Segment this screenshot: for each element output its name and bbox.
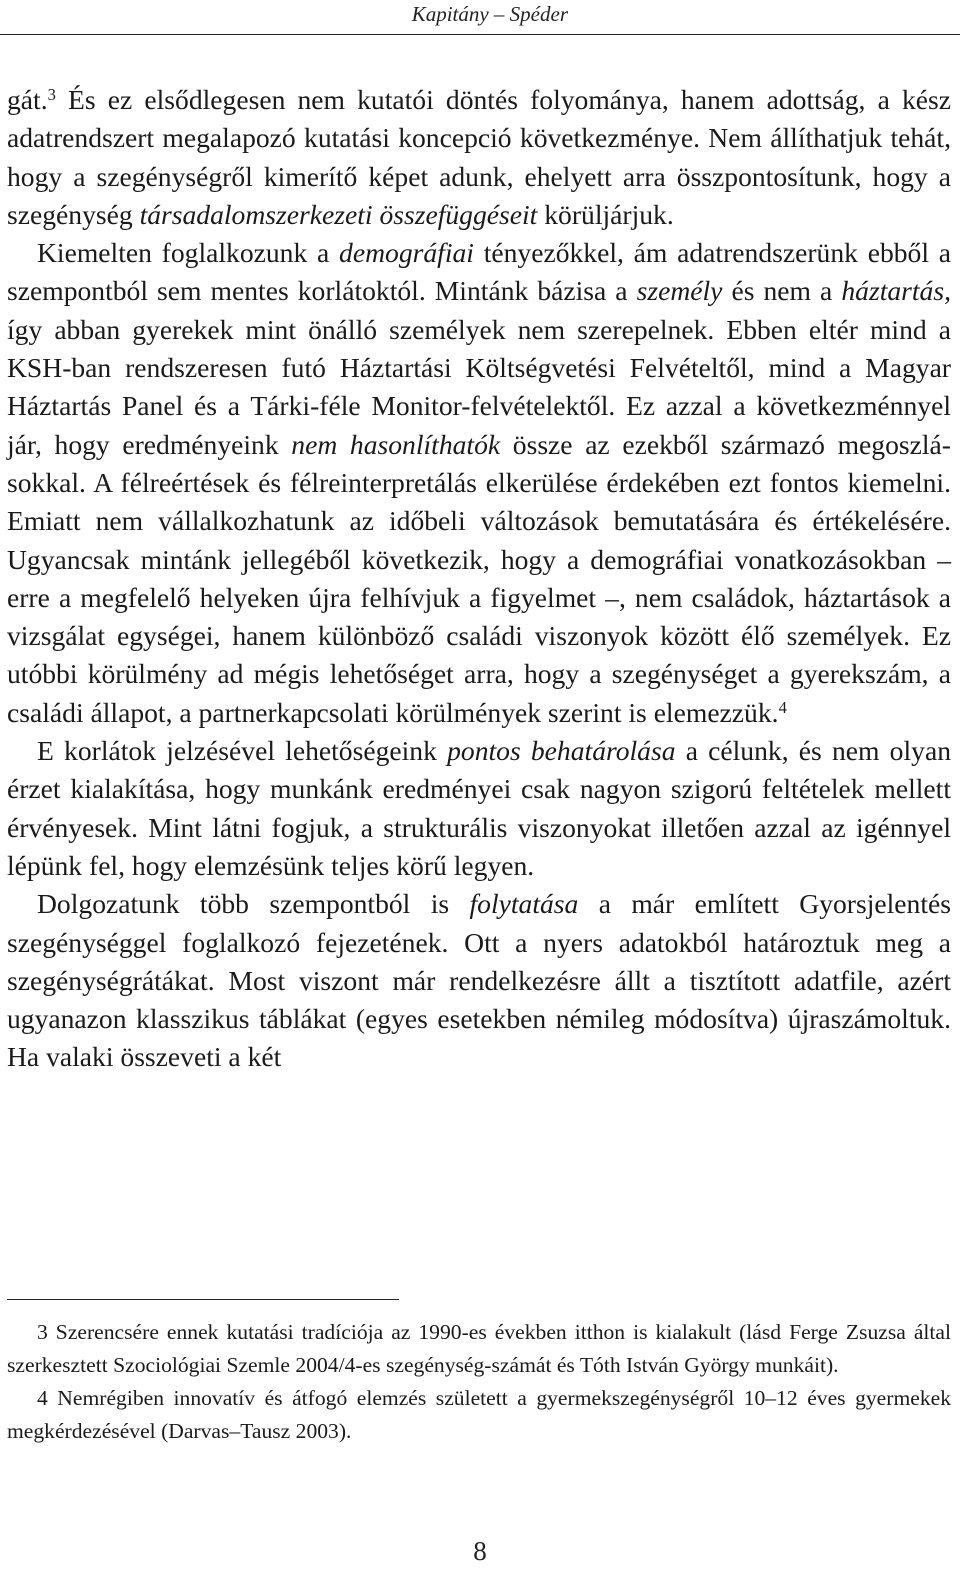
- text-run: És ez elsődlegesen nem kutatói döntés folyománya, hanem adottság, a kész adatrendszert megalapozó kutatási koncepció következménye. Nem állíthatjuk tehát, hogy a szegénységről kimerítő képet adunk, ehelyett arra összpontosítunk, hogy a szegénység: [7, 84, 951, 230]
- text-run: körüljárjuk.: [537, 198, 674, 230]
- text-run: a már említett Gyorsjelentés szegénységgel foglalkozó fejezetének. Ott a nyers adatokból határoztuk meg a szegénységrátákat. Most viszont már rendelkezésre állt a tisztított adatfile, azért ugyanazon klasszikus táblákat (egyes esetekben némileg módosítva) újraszámoltuk. Ha valaki összeveti a két: [7, 888, 951, 1073]
- footnote-text: Szerencsére ennek kutatási tradíciója az 1990-es években itthon is kialakult (lásd Ferge Zsuzsa által szerkesztett Szociológiai Szemle 2004/4-es szegénység-számát és Tóth István György munkáit).: [7, 1320, 951, 1377]
- emphasis: demográfiai: [339, 237, 474, 269]
- emphasis: személy: [636, 275, 723, 307]
- paragraph-4: [7, 885, 951, 1076]
- footnote-divider: [7, 1299, 399, 1300]
- text-run: a célunk, és nem olyan érzet kialakítása, hogy munkánk eredményei csak nagyon szigorú feltételek mellett érvényesek. Mint látni fogjuk, a strukturális viszonyokat illetően azzal az igénnyel lépünk fel, hogy elemzésünk teljes körű legyen.: [7, 735, 951, 881]
- emphasis: folytatása: [469, 888, 579, 920]
- emphasis: pontos behatárolása: [447, 735, 676, 767]
- text-run: tényezőkkel, ám adatrendszerünk ebből a szempontból sem mentes korlátoktól. Mintánk bázisa a: [7, 237, 952, 307]
- paragraph-3: [7, 732, 951, 885]
- emphasis: társadalomszerkezeti összefüggéseit: [139, 198, 538, 230]
- footnote-marker: 3: [37, 1320, 48, 1344]
- text-run: E korlátok jelzésével lehetőségeink: [37, 735, 448, 767]
- text-run: össze az ezekből származó megoszlásokkal. A félreértések és félreinterpretálás elkerülése érdekében ezt fontos kiemelni. Emiatt nem vállalkozhatunk az időbeli változások bemutatására és értékelésére. Ugyancsak mintánk jellegéből következik, hogy a demográfiai vonatkozásokban – erre a megfelelő helyeken újra felhívjuk a figyelmet –, nem családok, háztartások a vizsgálat egységei, hanem különböző családi viszonyok között élő személyek. Ez utóbbi körülmény ad mégis lehetőséget arra, hogy a szegénységet a gyerekszám, a családi állapot, a partnerkapcsolati körülmények szerint is elemezzük.: [7, 428, 951, 728]
- footnotes: [7, 1316, 951, 1448]
- running-header: [0, 0, 960, 35]
- text-run: Dolgozatunk több szempontból is: [37, 888, 470, 920]
- text-run: Kiemelten foglalkozunk a: [37, 237, 340, 269]
- running-title: Kapitány – Spéder: [411, 2, 568, 26]
- footnote-ref-3: 3: [47, 84, 56, 104]
- text-run: így abban gyerekek mint önálló személyek nem szerepelnek. Ebben eltér mind a KSH-ban rendszeresen futó Háztartási Költségvetési Felvételtől, mind a Magyar Háztartás Panel és a Tárki-féle Monitor-felvételektől. Ez azzal a következménnyel jár, hogy eredményeink: [7, 313, 951, 460]
- text-run: és nem a: [722, 275, 842, 307]
- emphasis: nem hasonlíthatók: [291, 428, 501, 460]
- body-text: [7, 81, 951, 1077]
- page-number: 8: [473, 1536, 487, 1566]
- footnote-4: [7, 1382, 951, 1448]
- footnote-ref-4: 4: [778, 697, 787, 717]
- paragraph-1: [7, 81, 951, 234]
- emphasis: háztartás,: [841, 275, 951, 307]
- footnote-text: Nemrégiben innovatív és átfogó elemzés született a gyermekszegénységről 10–12 éves gyermekek megkérdezésével (Darvas–Tausz 2003).: [7, 1386, 951, 1443]
- paragraph-2: [7, 234, 951, 732]
- footnote-marker: 4: [37, 1386, 48, 1410]
- text-run: gát.: [7, 84, 48, 115]
- footnote-3: [7, 1316, 951, 1382]
